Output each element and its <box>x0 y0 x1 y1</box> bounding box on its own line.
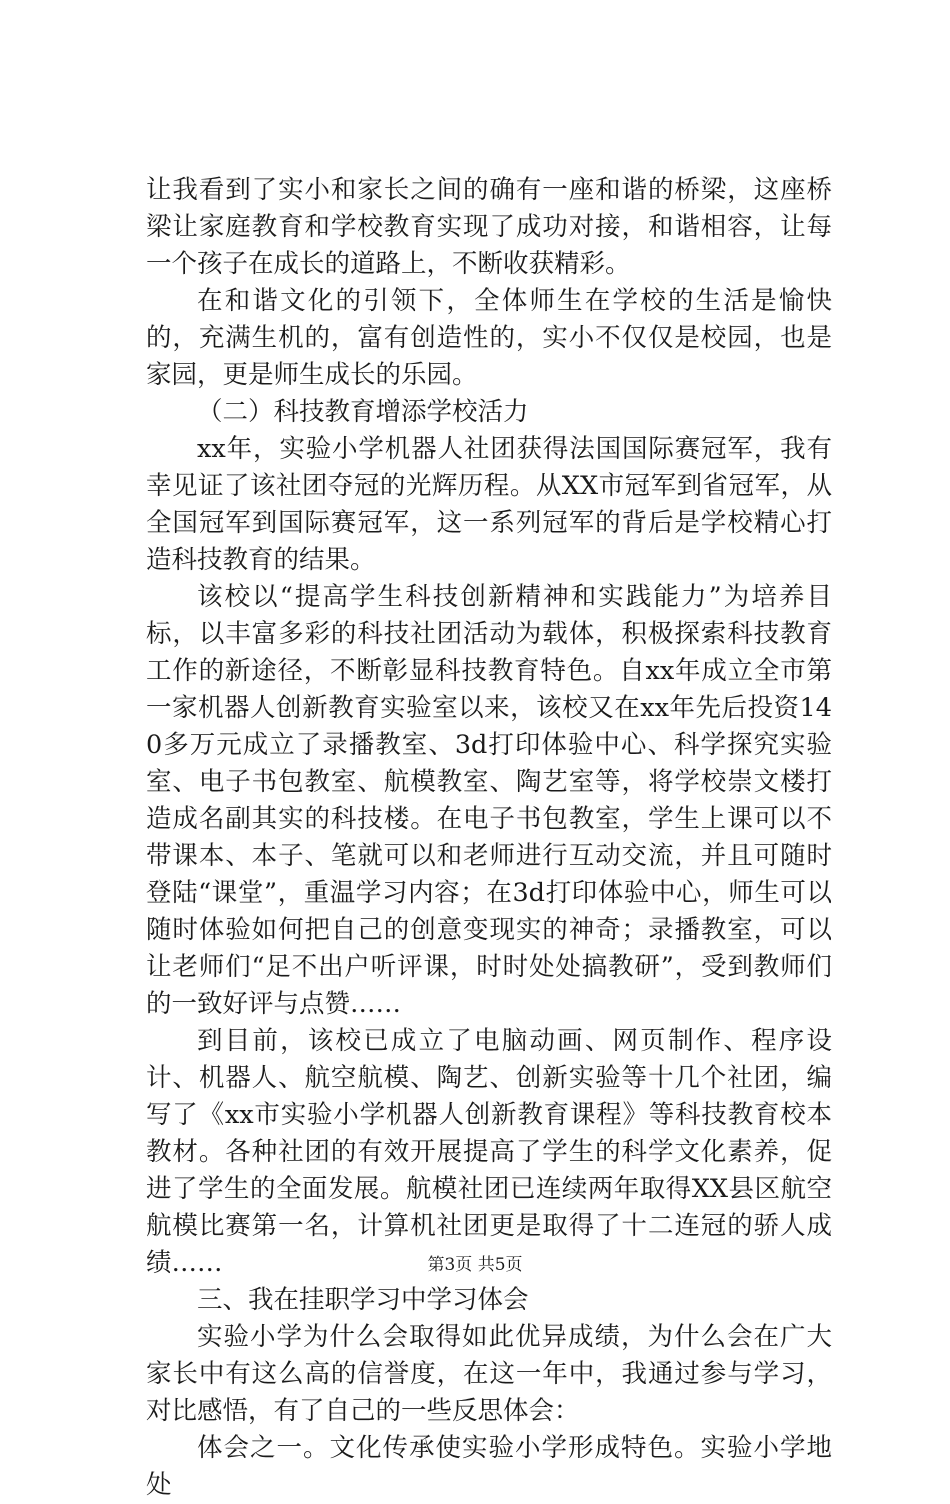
paragraph-6: 实验小学为什么会取得如此优异成绩，为什么会在广大家长中有这么高的信誉度，在这一年中，我通过参与学习，对比感悟，有了自己的一些反思体会： <box>146 1322 832 1426</box>
section-heading-3: 三、我在挂职学习中学习体会 <box>197 1285 529 1315</box>
paragraph-4: 该校以“提高学生科技创新精神和实践能力”为培养目标，以丰富多彩的科技社团活动为载体，积极探索科技教育工作的新途径，不断彰显科技教育特色。自xx年成立全市第一家机器人创新教育实验室以来，该校又在xx年先后投资140多万元成立了录播教室、3d打印体验中心、科学探究实验室、电子书包教室、航模教室、陶艺室等，将学校崇文楼打造成名副其实的科技楼。在电子书包教室，学生上课可以不带课本、本子、笔就可以和老师进行互动交流，并且可随时登陆“课堂”，重温学习内容；在3d打印体验中心，师生可以随时体验如何把自己的创意变现实的神奇；录播教室，可以让老师们“足不出户听评课，时时处处搞教研”，受到教师们的一致好评与点赞…… <box>146 582 832 1019</box>
paragraph-1: 让我看到了实小和家长之间的确有一座和谐的桥梁，这座桥梁让家庭教育和学校教育实现了成功对接，和谐相容，让每一个孩子在成长的道路上，不断收获精彩。 <box>146 175 832 279</box>
section-heading-2: （二）科技教育增添学校活力 <box>197 397 529 427</box>
page-number: 第3页 共5页 <box>427 1255 523 1275</box>
paragraph-2: 在和谐文化的引领下，全体师生在学校的生活是愉快的，充满生机的，富有创造性的，实小不仅仅是校园，也是家园，更是师生成长的乐园。 <box>146 286 832 390</box>
paragraph-7: 体会之一。文化传承使实验小学形成特色。实验小学地处 <box>146 1433 832 1500</box>
page-footer <box>0 1250 950 1275</box>
paragraph-5: 到目前，该校已成立了电脑动画、网页制作、程序设计、机器人、航空航模、陶艺、创新实验等十几个社团，编写了《xx市实验小学机器人创新教育课程》等科技教育校本教材。各种社团的有效开展提高了学生的科学文化素养，促进了学生的全面发展。航模社团已连续两年取得XX县区航空航模比赛第一名，计算机社团更是取得了十二连冠的骄人成绩…… <box>146 1026 832 1278</box>
document-body <box>146 172 832 1504</box>
paragraph-3: xx年，实验小学机器人社团获得法国国际赛冠军，我有幸见证了该社团夺冠的光辉历程。从XX市冠军到省冠军，从全国冠军到国际赛冠军，这一系列冠军的背后是学校精心打造科技教育的结果。 <box>146 434 832 575</box>
